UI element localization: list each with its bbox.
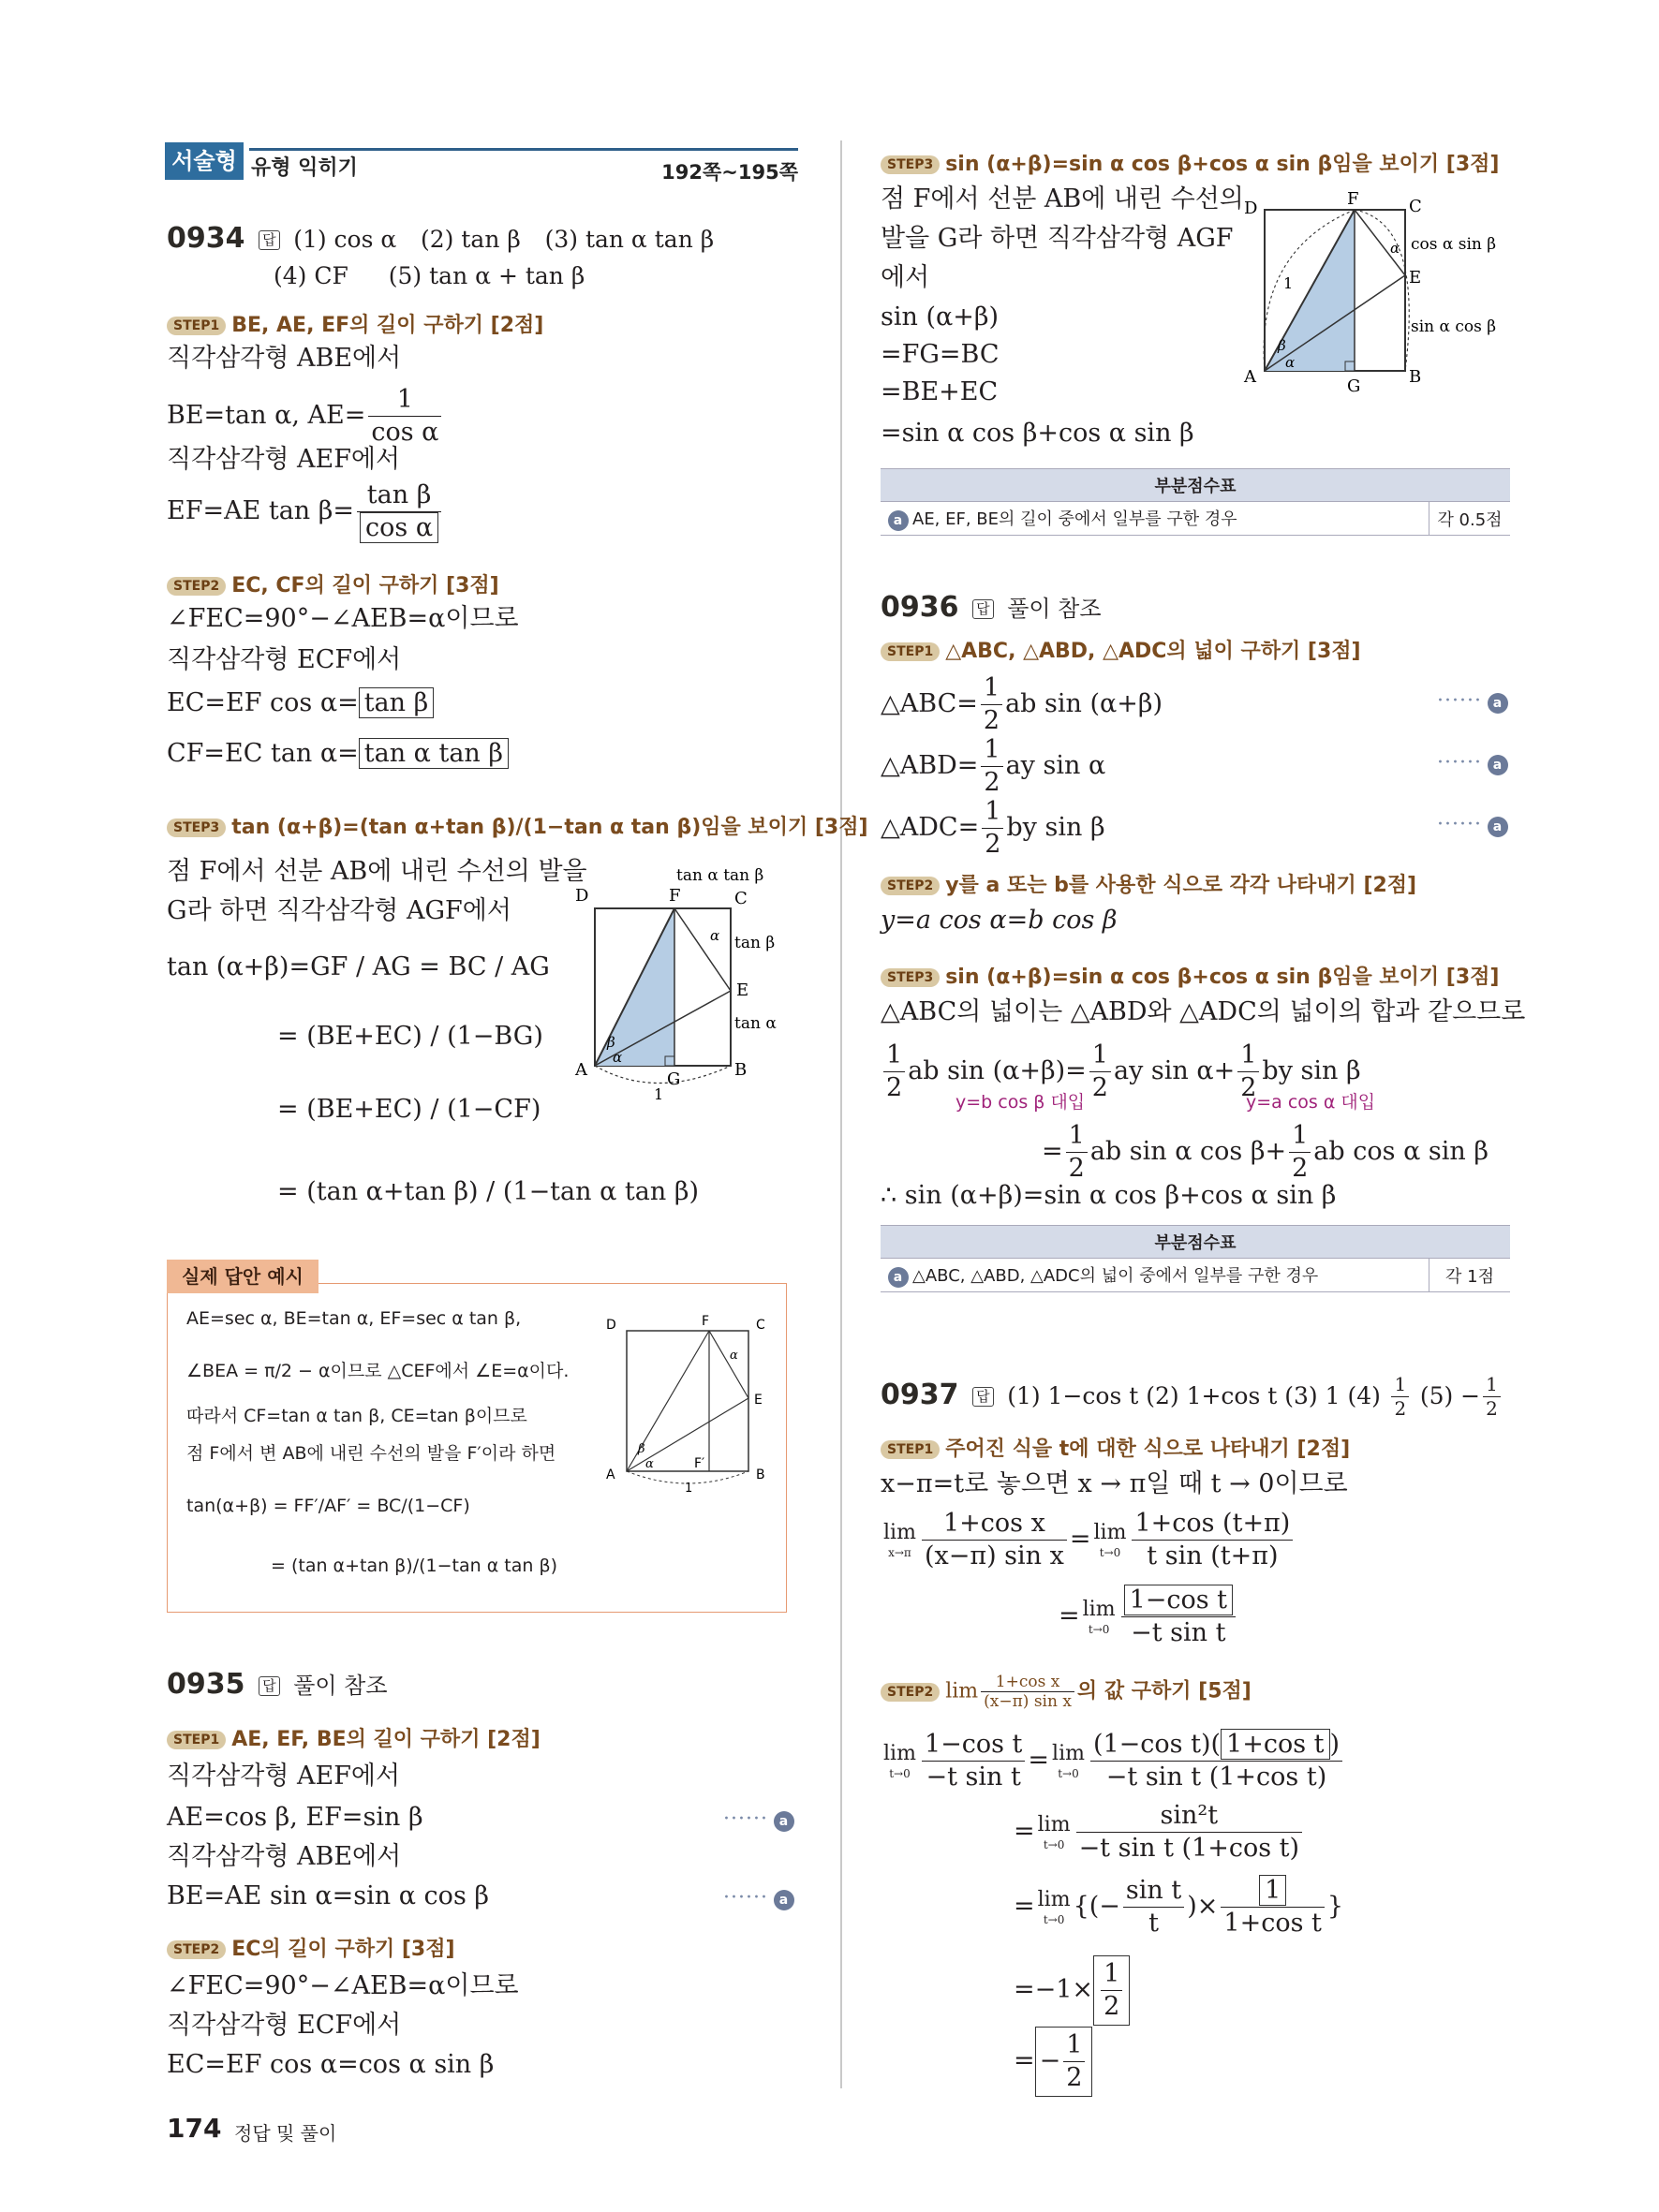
solution-line: = (tan α+tan β) / (1−tan α tan β) bbox=[277, 1177, 699, 1206]
length-label: 1 bbox=[1283, 274, 1294, 292]
handwritten-line: 따라서 CF=tan α tan β, CE=tan β이므로 bbox=[186, 1406, 527, 1426]
column-divider bbox=[840, 140, 842, 2088]
angle-label: α bbox=[710, 927, 720, 944]
page-number: 174 bbox=[167, 2113, 222, 2144]
solution-line: =FG=BC bbox=[881, 340, 1000, 369]
answer-item: (3) tan α tan β bbox=[544, 226, 715, 253]
answer-text: 풀이 참조 bbox=[1007, 596, 1102, 622]
step-badge: STEP3 bbox=[881, 968, 940, 987]
handwritten-line: tan(α+β) = FF′/AF′ = BC/(1−CF) bbox=[186, 1496, 470, 1516]
step-badge: STEP1 bbox=[167, 1731, 226, 1749]
angle-label: α bbox=[1390, 240, 1400, 257]
problem-0935-header bbox=[167, 1667, 388, 1703]
angle-label: β bbox=[638, 1442, 645, 1456]
vertex-label: G bbox=[667, 1069, 681, 1089]
header-rule bbox=[249, 148, 798, 151]
step2-title: STEP2 lim $\frac{\text{1+cos x}}{\text{(x−π) sin x}}$ 의 값 구하기 [5점] bbox=[881, 1673, 1252, 1711]
solution-line: =−1× $\frac{1}{2}$ bbox=[1014, 1955, 1130, 2026]
step-badge: STEP2 bbox=[881, 877, 940, 895]
solution-line: AE=cos β, EF=sin β bbox=[167, 1803, 423, 1832]
table-cell: 각 0.5점 bbox=[1429, 502, 1511, 536]
solution-line: 직각삼각형 AEF에서 bbox=[167, 445, 401, 474]
angle-label: β bbox=[1278, 337, 1286, 354]
substitution-note: y=b cos β 대입 bbox=[955, 1092, 1086, 1113]
solution-line: = (BE+EC) / (1−CF) bbox=[277, 1095, 541, 1124]
solution-line: BE=tan α, AE= $\frac{1}{\text{cos α}}$ bbox=[167, 384, 444, 449]
step-badge: STEP2 bbox=[167, 577, 226, 596]
step-badge: STEP2 bbox=[167, 1940, 226, 1959]
vertex-label: A bbox=[575, 1060, 587, 1080]
solution-line: △ABD= $\frac{1}{2}$ ay sin α bbox=[881, 735, 1106, 797]
angle-label: α bbox=[645, 1457, 654, 1471]
step-badge: STEP3 bbox=[881, 155, 940, 174]
vertex-label: F bbox=[669, 886, 681, 906]
table-header: 부분점수표 bbox=[881, 1226, 1510, 1259]
answer-text: (1) 1−cos t (2) 1+cos t (3) 1 (4) bbox=[1007, 1382, 1381, 1409]
solution-line: CF=EC tan α= tan α tan β bbox=[167, 738, 509, 770]
solution-line: ∠FEC=90°−∠AEB=α이므로 bbox=[167, 1971, 519, 2000]
step-badge: STEP3 bbox=[167, 818, 226, 837]
solution-line: △ADC= $\frac{1}{2}$ by sin β bbox=[881, 797, 1105, 859]
header-pages: 192쪽~195쪽 bbox=[661, 161, 798, 184]
solution-line: 에서 bbox=[881, 263, 930, 292]
solution-line: 점 F에서 선분 AB에 내린 수선의 발을 bbox=[167, 857, 587, 886]
angle-label: α bbox=[730, 1349, 738, 1363]
vertex-label: A bbox=[1244, 367, 1256, 387]
solution-line: △ABC= $\frac{1}{2}$ ab sin (α+β) bbox=[881, 673, 1163, 735]
figure-rectangle-triangle bbox=[1237, 185, 1518, 401]
step2-title: STEP2 EC, CF의 길이 구하기 [3점] bbox=[167, 569, 499, 598]
side-label: tan α tan β bbox=[676, 866, 764, 885]
length-label: 1 bbox=[654, 1085, 664, 1103]
table-row bbox=[881, 1259, 1510, 1292]
answer-mark-icon: 답 bbox=[972, 1387, 994, 1407]
footer-label: 정답 및 풀이 bbox=[234, 2122, 337, 2145]
side-label: tan β bbox=[734, 934, 776, 952]
problem-0937-header: 0937 답 (1) 1−cos t (2) 1+cos t (3) 1 (4) $\frac{1}{2}$ (5) − $\frac{1}{2}$ bbox=[881, 1373, 1503, 1421]
solution-line: y=a cos α=b cos β bbox=[881, 906, 1118, 935]
step1-title: STEP1 주어진 식을 t에 대한 식으로 나타내기 [2점] bbox=[881, 1433, 1350, 1462]
header-type-tab: 서술형 bbox=[165, 142, 244, 180]
solution-line: 발을 G라 하면 직각삼각형 AGF bbox=[881, 224, 1234, 253]
step3-title: STEP3 sin (α+β)=sin α cos β+cos α sin β임을 보이기 [3점] bbox=[881, 148, 1499, 177]
solution-line: = − $\frac{1}{2}$ bbox=[1014, 2027, 1092, 2097]
solution-line: 점 F에서 선분 AB에 내린 수선의 bbox=[881, 184, 1244, 214]
solution-line: 직각삼각형 ECF에서 bbox=[167, 645, 402, 674]
answer-box: tan β bbox=[359, 687, 435, 718]
answer-item: (1) cos α bbox=[293, 226, 397, 253]
solution-line: = lim t→0 $\frac{\text{sin²t}}{\text{−t sin t (1+cos t)}}$ bbox=[1014, 1800, 1305, 1865]
score-marker: ······ a bbox=[1437, 813, 1508, 837]
step-badge: STEP1 bbox=[881, 1440, 940, 1459]
vertex-label: D bbox=[575, 886, 589, 906]
vertex-label: F bbox=[702, 1314, 710, 1329]
solution-line: EC=EF cos α= tan β bbox=[167, 687, 434, 719]
answer-box: tan α tan β bbox=[359, 738, 509, 769]
vertex-label: C bbox=[1409, 197, 1422, 216]
problem-number: 0937 bbox=[881, 1379, 959, 1411]
header-title: 유형 익히기 bbox=[251, 156, 358, 180]
angle-label: α bbox=[1285, 354, 1296, 371]
handwritten-line: ∠BEA = π/2 − α이므로 △CEF에서 ∠E=α이다. bbox=[186, 1361, 570, 1381]
angle-label: β bbox=[607, 1034, 615, 1051]
problem-number: 0935 bbox=[167, 1668, 245, 1701]
vertex-label: E bbox=[1409, 268, 1422, 288]
side-label: tan α bbox=[734, 1014, 777, 1033]
score-marker: ······ a bbox=[723, 1807, 794, 1832]
problem-0934-header bbox=[167, 221, 714, 257]
solution-line: EF=AE tan β= $\frac{\text{tan β}}{\text{cos α}}$ bbox=[167, 479, 444, 544]
step-badge: STEP2 bbox=[881, 1683, 940, 1702]
length-label: 1 bbox=[685, 1482, 693, 1496]
score-marker: ······ a bbox=[723, 1886, 794, 1910]
handwritten-line: = (tan α+tan β)/(1−tan α tan β) bbox=[271, 1556, 557, 1576]
solution-line: = $\frac{1}{2}$ ab sin α cos β+ $\frac{1}{2}$ ab cos α sin β bbox=[1042, 1121, 1489, 1183]
answer-mark-icon: 답 bbox=[259, 1676, 280, 1696]
problem-0936-header bbox=[881, 590, 1102, 626]
answer-text: (5) − bbox=[1419, 1382, 1481, 1409]
substitution-note: y=a cos α 대입 bbox=[1246, 1092, 1376, 1113]
problem-number: 0936 bbox=[881, 591, 959, 624]
vertex-label: G bbox=[1347, 376, 1361, 396]
handwritten-line: AE=sec α, BE=tan α, EF=sec α tan β, bbox=[186, 1308, 522, 1329]
solution-line: =sin α cos β+cos α sin β bbox=[881, 419, 1194, 448]
solution-line: =BE+EC bbox=[881, 377, 999, 406]
answer-mark-icon: 답 bbox=[972, 599, 994, 619]
problem-number: 0934 bbox=[167, 222, 245, 255]
table-cell: 각 1점 bbox=[1429, 1259, 1511, 1292]
solution-line: BE=AE sin α=sin α cos β bbox=[167, 1881, 489, 1910]
solution-line: 직각삼각형 ABE에서 bbox=[167, 1842, 402, 1871]
vertex-label: C bbox=[734, 889, 748, 908]
solution-line: G라 하면 직각삼각형 AGF에서 bbox=[167, 896, 511, 925]
step-badge: STEP1 bbox=[881, 642, 940, 661]
vertex-label: C bbox=[756, 1318, 765, 1333]
solution-line: 직각삼각형 AEF에서 bbox=[167, 1762, 401, 1791]
solution-line: △ABC의 넓이는 △ABD와 △ADC의 넓이의 합과 같으므로 bbox=[881, 997, 1526, 1026]
answer-item: (2) tan β bbox=[421, 226, 521, 253]
fraction: $\frac{1}{\text{cos α}}$ bbox=[368, 384, 441, 449]
step2-title: STEP2 EC의 길이 구하기 [3점] bbox=[167, 1933, 455, 1962]
vertex-label: F′ bbox=[694, 1456, 705, 1471]
solution-line: ∴ sin (α+β)=sin α cos β+cos α sin β bbox=[881, 1181, 1337, 1210]
solution-line: = (BE+EC) / (1−BG) bbox=[277, 1022, 543, 1051]
side-label: cos α sin β bbox=[1411, 235, 1497, 254]
vertex-label: B bbox=[1409, 367, 1422, 387]
solution-line: lim t→0 $\frac{\text{1−cos t}}{\text{−t sin t}}$ = lim t→0 $\frac{\text{(1−cos t)( 1+cos t )}}{\text{−t sin t (1+cos t)}}$ bbox=[881, 1729, 1345, 1793]
solution-line: = lim t→0 $\frac{\text{1−cos t}}{\text{−t sin t}}$ bbox=[1059, 1585, 1238, 1649]
vertex-label: D bbox=[606, 1318, 616, 1333]
fraction: $\frac{\text{tan β}}{\text{cos α}}$ bbox=[357, 479, 441, 544]
solution-line: tan (α+β)=GF / AG = BC / AG bbox=[167, 952, 550, 981]
problem-0934-answers-2 bbox=[274, 260, 585, 292]
handwritten-line: 점 F에서 변 AB에 내린 수선의 발을 F′이라 하면 bbox=[186, 1443, 556, 1464]
step1-title: STEP1 AE, EF, BE의 길이 구하기 [2점] bbox=[167, 1723, 541, 1752]
solution-line: 직각삼각형 ABE에서 bbox=[167, 344, 402, 373]
solution-line: $\frac{1}{2}$ ab sin (α+β)= $\frac{1}{2}$ ay sin α+ $\frac{1}{2}$ by sin β bbox=[881, 1040, 1361, 1104]
real-answer-tab: 실제 답안 예시 bbox=[167, 1260, 318, 1293]
step2-title: STEP2 y를 a 또는 b를 사용한 식으로 각각 나타내기 [2점] bbox=[881, 869, 1416, 898]
partial-score-table bbox=[881, 468, 1510, 536]
solution-line: ∠FEC=90°−∠AEB=α이므로 bbox=[167, 604, 519, 633]
step1-title: STEP1 △ABC, △ABD, △ADC의 넓이 구하기 [3점] bbox=[881, 635, 1361, 664]
side-label: sin α cos β bbox=[1411, 317, 1497, 336]
table-cell: a AE, EF, BE의 길이 중에서 일부를 구한 경우 bbox=[881, 502, 1429, 536]
figure-rectangle-triangle bbox=[562, 862, 815, 1105]
table-cell: a △ABC, △ABD, △ADC의 넓이 중에서 일부를 구한 경우 bbox=[881, 1259, 1429, 1292]
partial-score-table bbox=[881, 1225, 1510, 1292]
solution-line: lim x→π $\frac{\text{1+cos x}}{\text{(x−π) sin x}}$ = lim t→0 $\frac{1+\cos (t+\pi)}{\text{t sin (t+π)}}$ bbox=[881, 1508, 1296, 1572]
table-row bbox=[881, 502, 1510, 536]
real-answer-box bbox=[167, 1265, 787, 1613]
vertex-label: A bbox=[606, 1467, 615, 1482]
vertex-label: E bbox=[754, 1393, 763, 1408]
solution-line: EC=EF cos α=cos α sin β bbox=[167, 2050, 495, 2079]
vertex-label: F bbox=[1347, 189, 1359, 209]
step3-title: STEP3 sin (α+β)=sin α cos β+cos α sin β임을 보이기 [3점] bbox=[881, 961, 1499, 990]
vertex-label: B bbox=[756, 1467, 765, 1482]
table-header: 부분점수표 bbox=[881, 469, 1510, 502]
answer-item: (4) CF bbox=[274, 262, 348, 289]
answer-item: (5) tan α + tan β bbox=[388, 262, 585, 289]
vertex-label: D bbox=[1244, 199, 1258, 218]
solution-line: x−π=t로 놓으면 x → π일 때 t → 0이므로 bbox=[881, 1469, 1348, 1498]
answer-text: 풀이 참조 bbox=[293, 1673, 388, 1699]
real-answer-figure bbox=[599, 1312, 777, 1499]
solution-line: sin (α+β) bbox=[881, 302, 999, 332]
vertex-label: B bbox=[734, 1060, 748, 1080]
step-badge: STEP1 bbox=[167, 317, 226, 335]
angle-label: α bbox=[613, 1049, 623, 1066]
vertex-label: E bbox=[736, 981, 749, 1000]
score-marker: ······ a bbox=[1437, 689, 1508, 714]
step3-title: STEP3 tan (α+β)=(tan α+tan β)/(1−tan α tan β)임을 보이기 [3점] bbox=[167, 811, 868, 840]
solution-line: 직각삼각형 ECF에서 bbox=[167, 2011, 402, 2040]
answer-mark-icon: 답 bbox=[259, 230, 280, 250]
section-header bbox=[165, 140, 798, 189]
step1-title: STEP1 BE, AE, EF의 길이 구하기 [2점] bbox=[167, 309, 543, 338]
score-marker: ······ a bbox=[1437, 751, 1508, 775]
solution-line: = lim t→0 {(− $\frac{\text{sin t}}{t}$ )× $\frac{1}{\text{1+cos t}}$ } bbox=[1014, 1876, 1344, 1938]
